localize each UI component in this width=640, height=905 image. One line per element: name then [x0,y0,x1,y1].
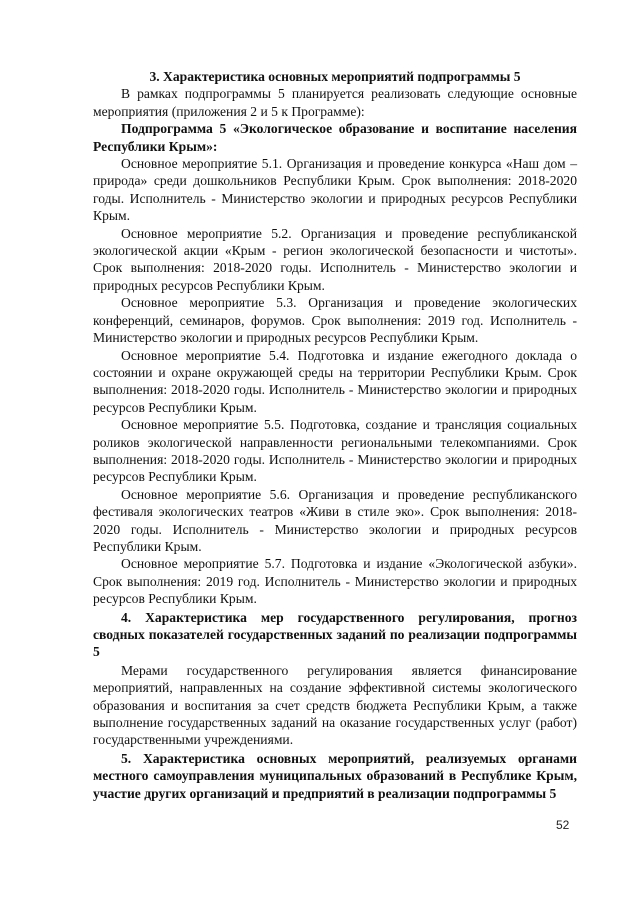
section-4-text: Мерами государственного регулирования является финансирование мероприятий, направленных на создание эффективной системы экологического образования и воспитания за счет средств бюджета Республики Крым, а также выполнение государственных заданий на оказание государственных услуг (работ) государственными учреждениями. [93,662,577,748]
activity-5-3: Основное мероприятие 5.3. Организация и проведение экологических конференций, семинаров, форумов. Срок выполнения: 2019 год. Исполнитель - Министерство экологии и природных ресурсов Республики Крым. [93,295,577,346]
activity-5-6: Основное мероприятие 5.6. Организация и проведение республиканского фестиваля экологических театров «Живи в стиле эко». Срок выполнения: 2018-2020 годы. Исполнитель - Министерство экологии и природных ресурсов Республики Крым. [93,486,577,554]
activity-5-1: Основное мероприятие 5.1. Организация и проведение конкурса «Наш дом – природа» среди дошкольников Республики Крым. Срок выполнения: 2018-2020 годы. Исполнитель - Министерство экологии и природных ресурсов Республики Крым. [93,156,577,224]
activity-5-5: Основное мероприятие 5.5. Подготовка, создание и трансляция социальных роликов экологической направленности региональными телекомпаниями. Срок выполнения: 2018-2020 годы. Исполнитель - Министерство экологии и природных ресурсов Республики Крым. [93,417,577,485]
section-3-heading: 3. Характеристика основных мероприятий подпрограммы 5 [149,69,521,84]
activity-5-4: Основное мероприятие 5.4. Подготовка и издание ежегодного доклада о состоянии и охране окружающей среды на территории Республики Крым. Срок выполнения: 2018-2020 годы. Исполнитель - Министерство экологии и природных ресурсов Республики Крым. [93,347,577,415]
subprogram-title: Подпрограмма 5 «Экологическое образование и воспитание населения Республики Крым»: [93,121,577,154]
activity-5-2: Основное мероприятие 5.2. Организация и проведение республиканской экологической акции «Крым - регион экологической безопасности и чистоты». Срок выполнения: 2018-2020 годы. Исполнитель - Министерство экологии и природных ресурсов Республики Крым. [93,225,577,293]
section-5-heading: 5. Характеристика основных мероприятий, реализуемых органами местного самоуправления муниципальных образований в Республике Крым, участие других организаций и предприятий в реализации подпрограммы 5 [93,750,577,801]
page-number: 52 [556,818,570,832]
activity-5-7: Основное мероприятие 5.7. Подготовка и издание «Экологической азбуки». Срок выполнения: 2019 год. Исполнитель - Министерство экологии и природных ресурсов Республики Крым. [93,556,577,607]
intro-paragraph: В рамках подпрограммы 5 планируется реализовать следующие основные мероприятия (приложения 2 и 5 к Программе): [93,86,577,119]
document-page [93,68,577,802]
section-4-heading: 4. Характеристика мер государственного регулирования, прогноз сводных показателей государственных заданий по реализации подпрограммы 5 [93,609,577,660]
